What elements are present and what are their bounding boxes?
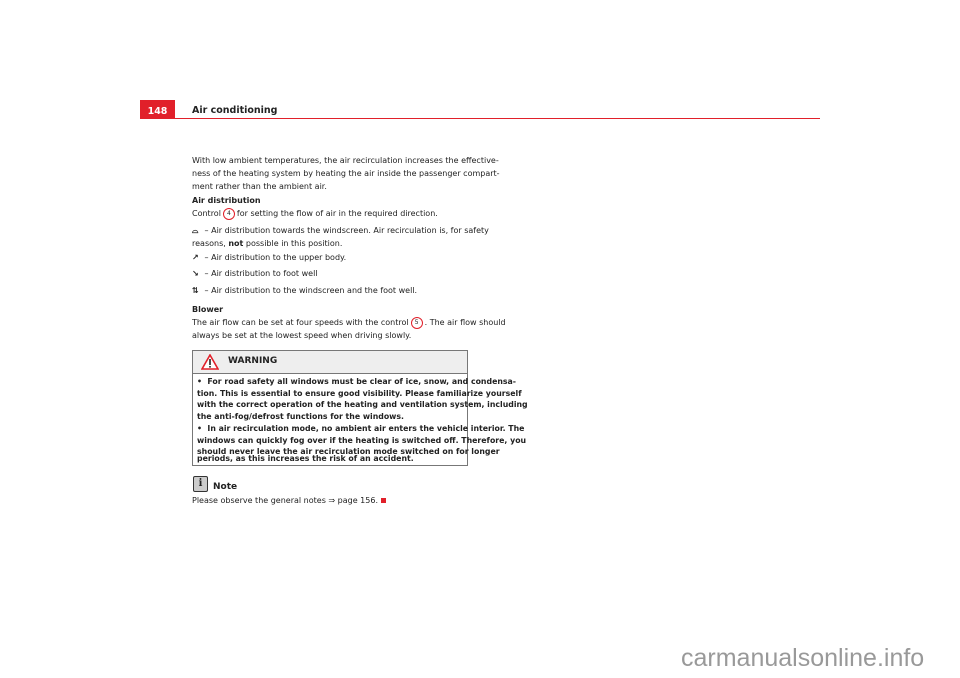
header-rule (140, 118, 820, 119)
text: – Air distribution to the windscreen and the foot well. (204, 286, 418, 295)
intro-line: ment rather than the ambient air. (192, 182, 327, 191)
air-distribution-heading: Air distribution (192, 196, 261, 205)
text: Please observe the general notes ⇒ page 156. (192, 496, 378, 505)
blower-line (192, 316, 506, 329)
text: For road safety all windows must be clear of ice, snow, and condensa- (207, 377, 517, 386)
warning-box (192, 350, 528, 466)
warning-line: with the correct operation of the heating and ventilation system, including (197, 400, 528, 409)
windscreen-line-2 (192, 237, 342, 250)
intro-line: ness of the heating system by heating the air inside the passenger compart- (192, 169, 500, 178)
warning-line: • For road safety all windows must be clear of ice, snow, and condensa- (197, 377, 517, 386)
warning-line: windows can quickly fog over if the heating is switched off. Therefore, you (197, 435, 527, 445)
intro-line: With low ambient temperatures, the air recirculation increases the effective- (192, 156, 499, 165)
text: possible in this position. (245, 239, 343, 248)
windscreen-icon: ⌓ (192, 226, 199, 235)
foot-well-icon: ↘ (192, 269, 199, 278)
text: – Air distribution to the upper body. (204, 253, 347, 262)
blower-heading: Blower (192, 305, 224, 314)
warning-title: WARNING (228, 356, 278, 366)
blower-line: always be set at the lowest speed when driving slowly. (192, 331, 412, 340)
text: The air flow can be set at four speeds with the control (192, 318, 409, 327)
text: – Air distribution towards the windscreen. Air recirculation is, for safety (204, 226, 489, 235)
text: . The air flow should (424, 318, 506, 327)
page-title: Air conditioning (192, 105, 278, 116)
end-marker-icon (381, 498, 386, 503)
text: – Air distribution to foot well (204, 269, 318, 278)
warning-triangle-icon (201, 354, 219, 370)
warning-line: the anti-fog/defrost functions for the windows. (197, 411, 404, 421)
control-line (192, 207, 438, 220)
info-icon: i (193, 476, 208, 492)
control-4-marker: 4 (223, 208, 235, 220)
upper-body-line (192, 251, 346, 264)
foot-well-line (192, 267, 318, 280)
warning-line: • In air recirculation mode, no ambient air enters the vehicle interior. The (197, 424, 525, 433)
page-number: 148 (140, 100, 175, 119)
warning-line: tion. This is essential to ensure good visibility. Please familiarize yourself (197, 388, 522, 398)
warning-line: periods, as this increases the risk of an accident. (197, 453, 414, 463)
text: reasons, (192, 239, 226, 248)
text: for setting the flow of air in the required direction. (236, 209, 438, 218)
watermark: carmanualsonline.info (681, 644, 925, 672)
text: In air recirculation mode, no ambient air enters the vehicle interior. The (207, 424, 525, 433)
upper-body-icon: ↗ (192, 253, 199, 262)
warning-line: should never leave the air recirculation mode switched on for longer (197, 447, 500, 456)
windscreen-foot-line (192, 284, 417, 297)
windscreen-foot-icon: ⇅ (192, 286, 199, 295)
note-text (192, 494, 386, 507)
warning-header (193, 351, 467, 374)
control-5-marker: 5 (411, 317, 423, 329)
text-bold: not (228, 239, 244, 248)
text: Control (192, 209, 221, 218)
note-title: Note (213, 482, 238, 492)
windscreen-line (192, 224, 489, 237)
